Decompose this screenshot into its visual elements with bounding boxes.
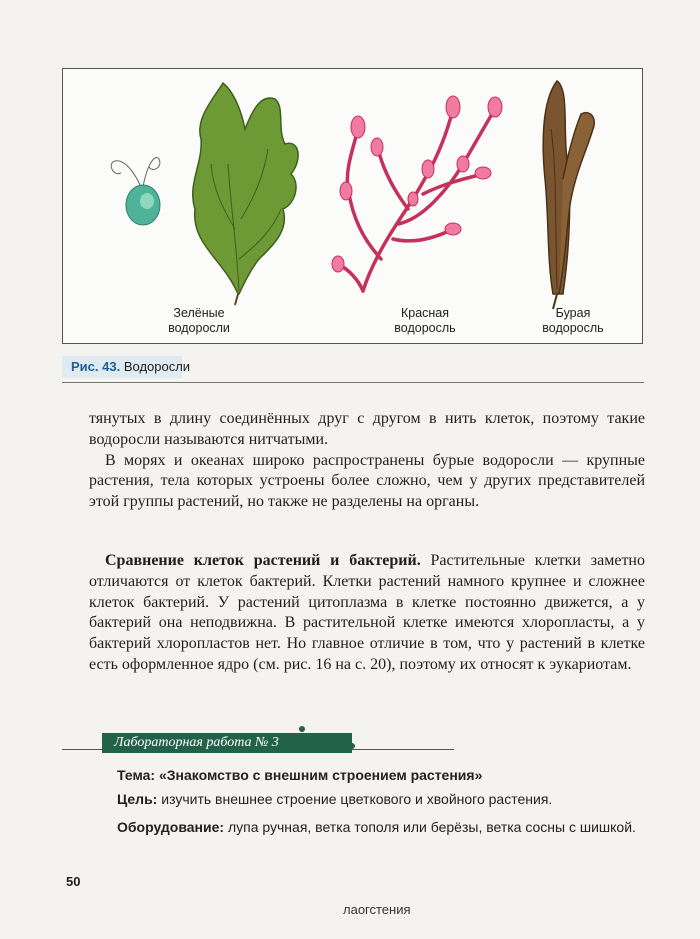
footer-word: лаогстения: [343, 902, 411, 917]
lab-equipment-label: Оборудование:: [117, 819, 225, 835]
label-green-line1: Зелёные: [173, 306, 225, 320]
label-green-algae: [159, 306, 239, 336]
caption-divider: [62, 382, 644, 383]
chlamydomonas-image: [111, 157, 160, 225]
label-brown-alga: [533, 306, 613, 336]
banner-dot: [299, 726, 305, 732]
page-number: 50: [66, 874, 81, 889]
caption-text: [71, 359, 190, 374]
lab-goal-value: изучить внешнее строение цветкового и хвойного растения.: [161, 791, 553, 807]
paragraph-3: [89, 551, 645, 676]
lab-banner-tag: [102, 733, 352, 753]
lab-banner-title: Лабораторная работа № 3: [114, 735, 279, 750]
algae-illustration: [63, 69, 644, 345]
lab-topic-label: Тема:: [117, 767, 156, 783]
banner-dot: [349, 743, 355, 749]
label-brown-line2: водоросль: [542, 321, 604, 335]
lab-goal-label: Цель:: [117, 791, 158, 807]
lab-work-banner: [62, 729, 454, 755]
paragraph-filaments: [89, 409, 645, 513]
lab-topic-value: «Знакомство с внешним строением растения»: [158, 767, 483, 783]
label-green-line2: водоросли: [168, 321, 230, 335]
green-alga-image: [193, 83, 298, 305]
paragraph-1: тянутых в длину соединённых друг с другом в нить клеток, поэтому такие водоросли называются нитчатыми.: [89, 410, 645, 448]
paragraph-2: В морях и океанах широко распространены бурые водоросли — крупные растения, тела которых устроены более сложно, чем у других представителей этой группы растений, но также не разделены на органы.: [89, 451, 645, 511]
paragraph-3-text: Растительные клетки заметно отличаются от клеток бактерий. Клетки растений намного крупнее и сложнее клеток бактерий. У растений цитоплазма в клетке постоянно движется, а у бактерий она неподвижна. В растительной клетке имеются хлоропласты, а у бактерий хлоропластов нет. Но главное отличие в том, что у растений в клетке есть оформленное ядро (см. рис. 16 на с. 20), поэтому их относят к эукариотам.: [89, 552, 645, 673]
figure-algae: [62, 68, 643, 344]
label-brown-line1: Бурая: [555, 306, 591, 320]
caption-number: Рис. 43.: [71, 359, 121, 374]
paragraph-3-heading: Сравнение клеток растений и бактерий.: [105, 552, 421, 569]
lab-equipment-value: лупа ручная, ветка тополя или берёзы, ветка сосны с шишкой.: [227, 819, 636, 835]
red-alga-image: [332, 96, 502, 291]
label-red-line2: водоросль: [394, 321, 456, 335]
lab-equipment: [117, 818, 647, 837]
label-red-alga: [385, 306, 465, 336]
lab-goal: [117, 790, 647, 809]
figure-caption: [62, 352, 644, 382]
brown-alga-image: [543, 81, 594, 309]
label-red-line1: Красная: [400, 306, 450, 320]
paragraph-comparison: [89, 551, 645, 676]
lab-topic: [117, 766, 647, 785]
caption-title: Водоросли: [123, 359, 191, 374]
